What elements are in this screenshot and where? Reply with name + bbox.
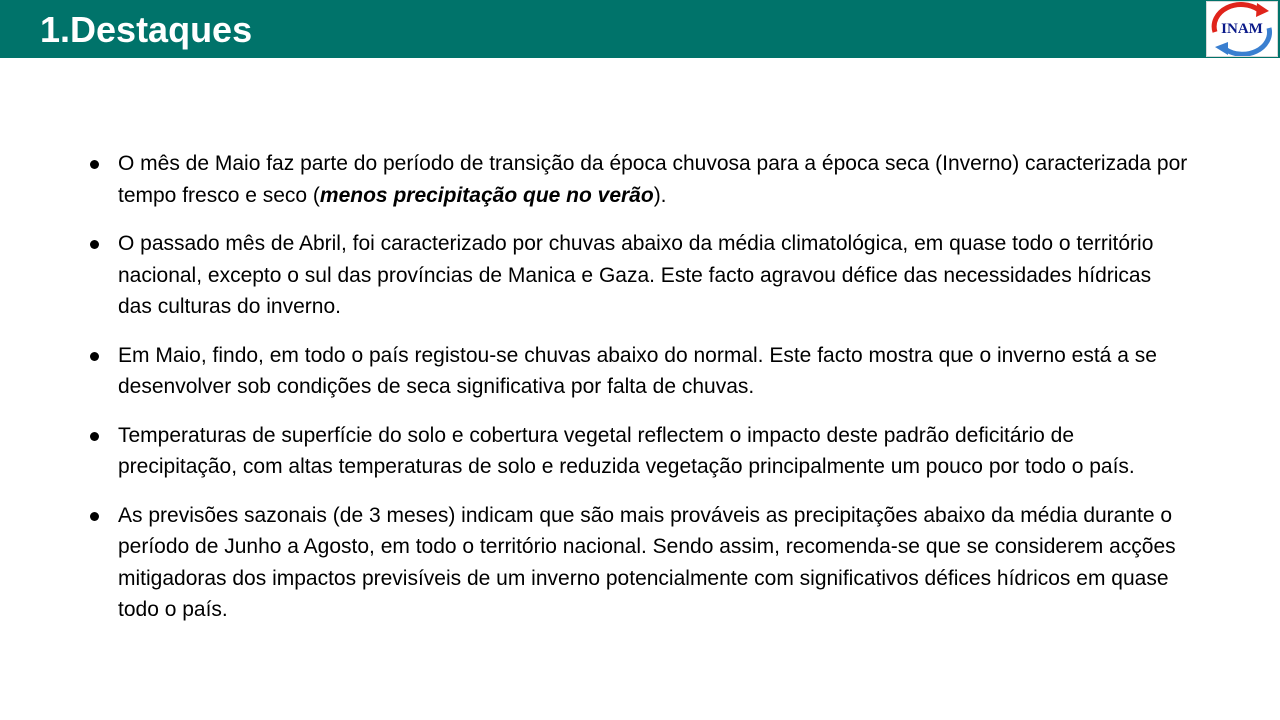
highlights-list (88, 148, 1188, 643)
bullet-emphasis: menos precipitação que no verão (319, 183, 654, 207)
bullet-text-end: ). (653, 183, 667, 207)
logo-text: INAM (1221, 21, 1263, 37)
bullet-icon (90, 512, 99, 521)
bullet-text: O passado mês de Abril, foi caracterizado por chuvas abaixo da média climatológica, em quase todo o território nacional, excepto o sul das províncias de Manica e Gaza. Este facto agravou défice das necessidades hídricas das culturas do inverno. (118, 232, 1154, 318)
bullet-icon (90, 352, 99, 361)
bullet-text: Em Maio, findo, em todo o país registou-se chuvas abaixo do normal. Este facto mostra que o inverno está a se desenvolver sob condições de seca significativa por falta de chuvas. (118, 343, 1157, 398)
bullet-text: Temperaturas de superfície do solo e cobertura vegetal reflectem o impacto deste padrão deficitário de precipitação, com altas temperaturas de solo e reduzida vegetação principalmente um pouco por todo o país. (118, 423, 1135, 478)
bullet-icon (90, 432, 99, 441)
list-item (88, 228, 1188, 323)
list-item (88, 148, 1188, 211)
bullet-text: As previsões sazonais (de 3 meses) indicam que são mais prováveis as precipitações abaixo da média durante o período de Junho a Agosto, em todo o território nacional. Sendo assim, recomenda-se que se considerem acções mitigadoras dos impactos previsíveis de um inverno potencialmente com significativos défices hídricos em quase todo o país. (118, 503, 1176, 621)
inam-logo (1206, 1, 1278, 57)
page-title: 1.Destaques (40, 9, 253, 50)
bullet-icon (90, 240, 99, 249)
bullet-text: O mês de Maio faz parte do período de transição da época chuvosa para a época seca (Inverno) caracterizada por tempo fresco e seco ( (118, 152, 1188, 207)
list-item (88, 340, 1188, 403)
list-item (88, 420, 1188, 483)
list-item (88, 500, 1188, 626)
bullet-icon (90, 160, 99, 169)
